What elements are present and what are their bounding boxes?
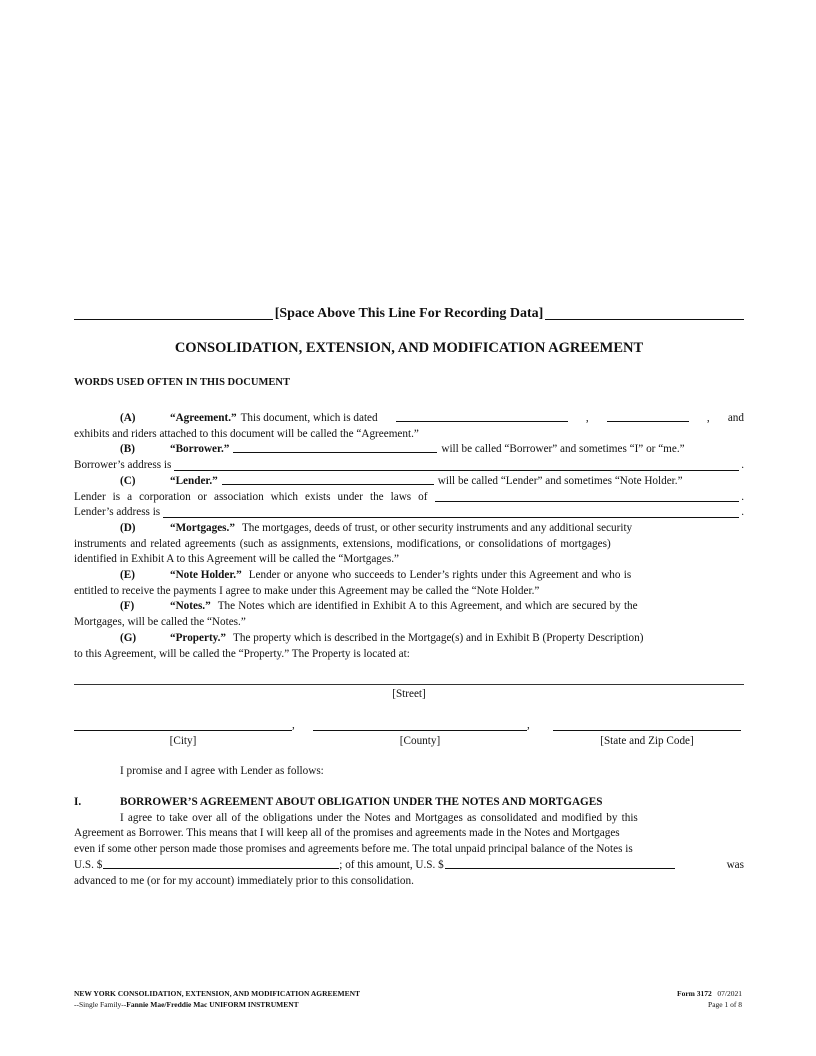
section-1-line2: [74, 826, 744, 842]
recording-rule-right: [545, 319, 744, 320]
definition-text: instruments and related agreements (such as assignments, extensions, modifications, or consolidations of mortgages): [74, 537, 611, 550]
section-text: U.S. $: [74, 858, 103, 871]
footer-form-date: 07/2021: [717, 989, 742, 998]
comma: ,: [292, 719, 295, 731]
definition-text: Lender is a corporation or association which exists under the laws of: [74, 490, 428, 503]
definition-text: and: [727, 412, 744, 424]
state-zip-label: [State and Zip Code]: [600, 735, 694, 747]
definition-c-line3: Lender’s address is .: [74, 505, 744, 521]
lender-address-field[interactable]: [163, 505, 739, 518]
definition-term: “Agreement.”: [170, 412, 237, 424]
section-number: I.: [74, 796, 82, 808]
city-label: [City]: [169, 735, 197, 747]
total-principal-field[interactable]: [103, 858, 339, 869]
definition-term: “Mortgages.”: [170, 521, 235, 534]
definition-text: exhibits and riders attached to this document will be called the “Agreement.”: [74, 427, 419, 440]
recording-rule-left: [74, 319, 273, 320]
advanced-amount-field[interactable]: [445, 858, 675, 869]
section-1-line4: [74, 858, 744, 874]
section-title: BORROWER’S AGREEMENT ABOUT OBLIGATION UNDER THE NOTES AND MORTGAGES: [120, 796, 603, 808]
definition-e-line2: [74, 584, 744, 600]
footer-family: --Single Family--: [74, 1000, 127, 1009]
definition-g-line1: [74, 631, 744, 647]
definition-text: Lender or anyone who succeeds to Lender’s rights under this Agreement and who is: [248, 569, 632, 582]
recording-label: [Space Above This Line For Recording Data]: [274, 306, 544, 321]
definition-text: will be called “Lender” and sometimes “Note Holder.”: [437, 474, 683, 487]
borrower-name-field[interactable]: [233, 442, 437, 453]
definition-term: “Borrower.”: [170, 443, 230, 456]
lender-name-field[interactable]: [222, 474, 434, 485]
definition-f-line2: [74, 615, 744, 631]
definition-text: This document, which is dated: [240, 412, 378, 424]
state-zip-field[interactable]: [553, 730, 741, 731]
definition-b-line1: [74, 442, 744, 458]
definitions-block: [74, 411, 744, 662]
section-1: [74, 795, 744, 889]
section-1-heading: [74, 795, 744, 811]
city-field[interactable]: [74, 730, 292, 731]
section-text: ; of this amount, U.S. $: [339, 858, 444, 871]
footer-instrument-line: [74, 999, 360, 1010]
footer-right: [560, 988, 742, 1010]
definition-c-line2: Lender is a corporation or association which exists under the laws of .: [74, 490, 744, 506]
definition-label: (E): [120, 569, 135, 582]
county-label: [County]: [399, 735, 441, 747]
recording-data-line: [74, 303, 744, 323]
page-title: CONSOLIDATION, EXTENSION, AND MODIFICATION AGREEMENT: [174, 340, 644, 356]
definition-text: to this Agreement, will be called the “Property.” The Property is located at:: [74, 647, 410, 660]
definition-g-line2: [74, 647, 744, 663]
section-text: advanced to me (or for my account) immediately prior to this consolidation.: [74, 874, 414, 887]
footer-left: [74, 988, 360, 1010]
definition-text: Borrower’s address is: [74, 459, 172, 472]
definition-label: (G): [120, 631, 137, 644]
definition-text: Mortgages, will be called the “Notes.”: [74, 616, 246, 629]
county-field[interactable]: [313, 730, 527, 731]
definition-term: “Notes.”: [170, 600, 211, 613]
definition-c-line1: [74, 474, 744, 490]
agreement-date-field[interactable]: [396, 411, 568, 422]
section-text: Agreement as Borrower. This means that I will keep all of the promises and agreements made in the Notes and Mortgages: [74, 827, 620, 840]
definition-label: (B): [120, 443, 135, 456]
definition-text: entitled to receive the payments I agree to make under this Agreement may be called the “Note Holder.”: [74, 584, 540, 597]
section-text: was: [726, 858, 744, 871]
definition-label: (D): [120, 521, 136, 534]
comma: ,: [527, 719, 530, 731]
lender-jurisdiction-field[interactable]: [435, 490, 739, 503]
street-field[interactable]: [74, 684, 744, 685]
definition-text: Lender’s address is: [74, 506, 161, 519]
definition-label: (A): [120, 412, 136, 424]
definition-a-line2: [74, 427, 744, 443]
definition-text: will be called “Borrower” and sometimes “I” or “me.”: [441, 443, 685, 456]
promise-statement: I promise and I agree with Lender as follows:: [120, 765, 324, 777]
definition-d-line2: [74, 537, 744, 553]
section-text: I agree to take over all of the obligations under the Notes and Mortgages as consolidated and modified by this: [120, 811, 638, 824]
definition-d-line1: [74, 521, 744, 537]
definition-label: (C): [120, 474, 136, 487]
definition-term: “Note Holder.”: [170, 569, 242, 582]
section-1-line3: [74, 842, 744, 858]
borrower-address-field[interactable]: [174, 458, 739, 471]
definition-text: The mortgages, deeds of trust, or other security instruments and any additional security: [241, 521, 633, 534]
section-1-line5: [74, 874, 744, 890]
definition-text: The Notes which are identified in Exhibit A to this Agreement, and which are secured by the: [217, 600, 638, 613]
footer-page-number: Page 1 of 8: [708, 1000, 742, 1009]
definition-d-line3: [74, 552, 744, 568]
street-label: [Street]: [392, 688, 426, 700]
definition-f-line1: [74, 599, 744, 615]
definition-text: The property which is described in the Mortgage(s) and in Exhibit B (Property Description): [233, 631, 644, 644]
footer-form-title: NEW YORK CONSOLIDATION, EXTENSION, AND MODIFICATION AGREEMENT: [74, 989, 361, 998]
agreement-year-field[interactable]: [607, 411, 689, 422]
footer-form-number: Form 3172: [676, 989, 712, 998]
definition-text: identified in Exhibit A to this Agreement will be called the “Mortgages.”: [74, 553, 399, 566]
definition-term: “Property.”: [170, 631, 227, 644]
section-heading-words: WORDS USED OFTEN IN THIS DOCUMENT: [74, 377, 290, 388]
definition-label: (F): [120, 600, 135, 613]
definition-b-line2: Borrower’s address is .: [74, 458, 744, 474]
section-1-line1: [74, 811, 744, 827]
section-text: even if some other person made those promises and agreements before me. The total unpaid principal balance of the Notes is: [74, 843, 633, 856]
definition-e-line1: [74, 568, 744, 584]
definition-a-line1: (A) “Agreement.” This document, which is dated , , and: [74, 411, 744, 427]
definition-term: “Lender.”: [170, 474, 218, 487]
footer-instrument: Fannie Mae/Freddie Mac UNIFORM INSTRUMENT: [126, 1000, 299, 1009]
